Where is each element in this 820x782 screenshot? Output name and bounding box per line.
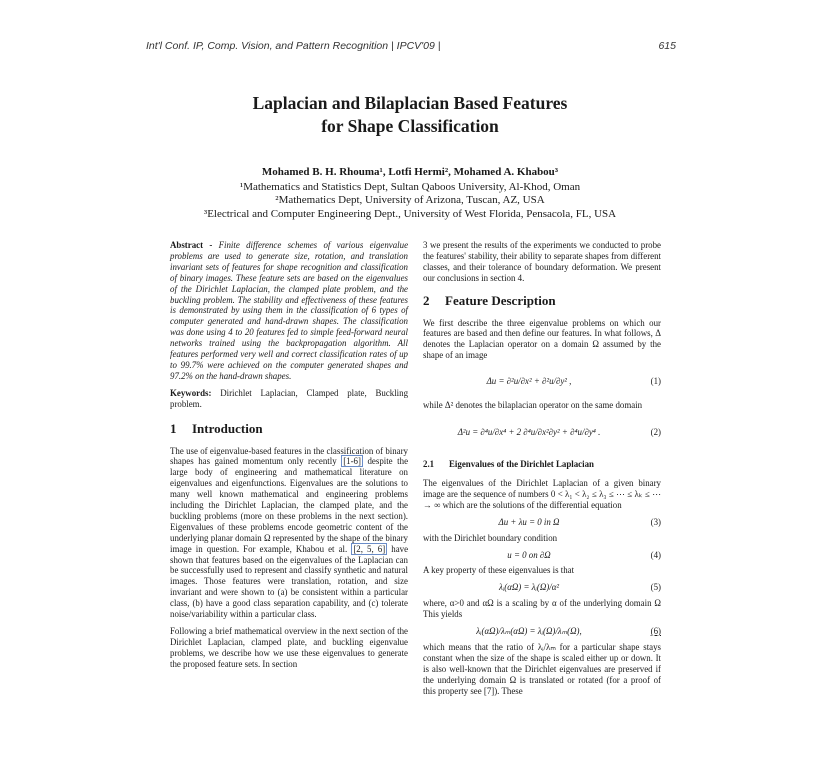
equation-2 [423, 417, 661, 447]
section-heading-feature-description [423, 292, 661, 308]
equation-number: (3) [650, 516, 661, 527]
keywords-text: Dirichlet Laplacian, Clamped plate, Buckling problem. [170, 387, 409, 409]
right-column [423, 240, 661, 702]
intro-paragraph-2: Following a brief mathematical overview in the next section of the Dirichlet Laplacian, clamped plate, and buckling eigenvalue problems, we describe how we use these eigenvalues to generate the proposed feature sets. In section [170, 626, 408, 669]
page-number: 615 [658, 40, 676, 52]
equation-number: (5) [650, 582, 661, 593]
intro-text-a: The use of eigenvalue-based features in the classification of binary shapes has gained momentum only recently [170, 445, 408, 467]
dirichlet-paragraph-5: which means that the ratio of λᵢ/λₘ for a particular shape stays constant when the size of the shape is scaled either up or down. It is also well-known that the Dirichlet eigenvalues are preserved if the underlying domain Ω is translated or rotated (for a proof of this property see [7]). These [423, 641, 661, 696]
dirichlet-paragraph-4: where, α>0 and αΩ is a scaling by α of the underlying domain Ω This yields [423, 598, 661, 620]
author-block [0, 166, 820, 221]
abstract-label: Abstract - [170, 240, 213, 250]
affiliation-2: ²Mathematics Dept, University of Arizona, Tuscan, AZ, USA [275, 194, 545, 206]
abstract-text: Finite difference schemes of various eigenvalue problems are used to generate size, rotation, and translation invariant sets of features for shape recognition and classification of binary images. These feature sets are based on the eigenvalues of the Dirichlet Laplacian, the clamped plate problem, and the buckling problem. The stability and effectiveness of these features is demonstrated by using them in the classification of 6 types of computer generated and hand-drawn shapes. The classification was done using 4 to 20 features fed to simple feed-forward neural networks trained using the backpropagation algorithm. All features performed very well and correct classification rates of up to 99.7% were achieved on the computer generated shapes and 97.2% on the hand-drawn shapes. [170, 240, 409, 381]
feature-paragraph-1: We first describe the three eigenvalue problems on which our features are based and then define our features. In what follows, Δ denotes the Laplacian operator on a domain Ω assumed by the shape of an image [423, 317, 661, 361]
equation-3 [423, 517, 661, 528]
left-column [170, 240, 408, 676]
keywords [170, 388, 408, 410]
dirichlet-paragraph-3: A key property of these eigenvalues is that [423, 565, 575, 576]
subsection-heading-dirichlet [423, 459, 661, 470]
affiliation-1: ¹Mathematics and Statistics Dept, Sultan Qaboos University, Al-Khod, Oman [239, 180, 581, 193]
intro-text-c: have shown that features based on the eigenvalues of the Laplacian can be successfully used to represent and classify synthetic and natural images. Those features were translation, rotation, and size invariant and were shown to (a) be consistent within a particular class, (b) have a good class separation capability, and (c) tolerate noise/variability within a particular class. [170, 543, 409, 620]
subsection-title: Eigenvalues of the Dirichlet Laplacian [449, 459, 594, 470]
equation-body: λᵢ(αΩ)/λₘ(αΩ) = λᵢ(Ω)/λₘ(Ω), [476, 626, 582, 637]
citation-link[interactable]: [2, 5, 6] [353, 543, 386, 554]
author-names: Mohamed B. H. Rhouma¹, Lotfi Hermi², Mohamed A. Khabou³ [261, 166, 559, 178]
keywords-label: Keywords: [170, 387, 212, 398]
section-heading-introduction [170, 420, 408, 436]
section-title: Introduction [192, 420, 263, 436]
running-head-left: Int'l Conf. IP, Comp. Vision, and Pattern Recognition | IPCV'09 | [146, 40, 441, 52]
equation-number: (1) [650, 375, 661, 386]
section-number: 2 [423, 292, 430, 308]
subsection-number: 2.1 [423, 459, 435, 470]
equation-number: (2) [650, 426, 661, 437]
feature-paragraph-2: while Δ² denotes the bilaplacian operator on the same domain [423, 400, 643, 411]
dirichlet-paragraph-2: with the Dirichlet boundary condition [423, 532, 558, 543]
section-title: Feature Description [445, 292, 556, 308]
running-head [146, 40, 676, 52]
intro-text-b: despite the large body of engineering and mathematical literature on eigenvalues and eigenfunctions. Eigenvalues are the solutions to many well known mathematical and engineering problems including the Dirichlet Laplacian, the clamped plate, and the buckling problems (more on these problems in the next section). Eigenvalues of these problems encode geometric content of the underlying planar domain Ω represented by the shape of the binary image in question. For example, Khabou et al. [170, 456, 409, 554]
equation-1 [423, 367, 661, 395]
abstract [170, 240, 408, 382]
equation-body: λᵢ(αΩ) = λᵢ(Ω)/α² [498, 582, 560, 593]
paper-title [0, 92, 820, 138]
affiliation-3: ³Electrical and Computer Engineering Dept., University of West Florida, Pensacola, FL, USA [203, 207, 617, 220]
equation-number: (6) [650, 626, 661, 637]
continued-paragraph: 3 we present the results of the experiments we conducted to probe the features' stability, their ability to separate shapes from different classes, and their tolerance of boundary deformation. We present our conclusions in section 4. [423, 240, 661, 283]
title-line-2: for Shape Classification [321, 116, 499, 136]
intro-paragraph-1 [170, 446, 408, 621]
equation-number: (4) [650, 549, 661, 560]
equation-4 [423, 550, 661, 561]
citation-link[interactable]: [1-6] [343, 456, 361, 467]
equation-6 [423, 626, 661, 637]
dirichlet-paragraph-1: The eigenvalues of the Dirichlet Laplacian of a given binary image are the sequence of numbers 0 < λ₁ < λ₂ ≤ λ₃ ≤ ⋯ ≤ λₖ ≤ ⋯ → ∞ which are the solutions of the differential equation [423, 477, 661, 510]
equation-5 [423, 582, 661, 593]
equation-body: Δu + λu = 0 in Ω [498, 516, 560, 527]
equation-body: u = 0 on ∂Ω [507, 549, 551, 560]
equation-body: Δ²u = ∂⁴u/∂x⁴ + 2 ∂⁴u/∂x²∂y² + ∂⁴u/∂y⁴ . [457, 426, 601, 437]
equation-body: Δu = ∂²u/∂x² + ∂²u/∂y² , [486, 375, 572, 386]
section-number: 1 [170, 420, 177, 436]
title-line-1: Laplacian and Bilaplacian Based Features [252, 93, 568, 113]
